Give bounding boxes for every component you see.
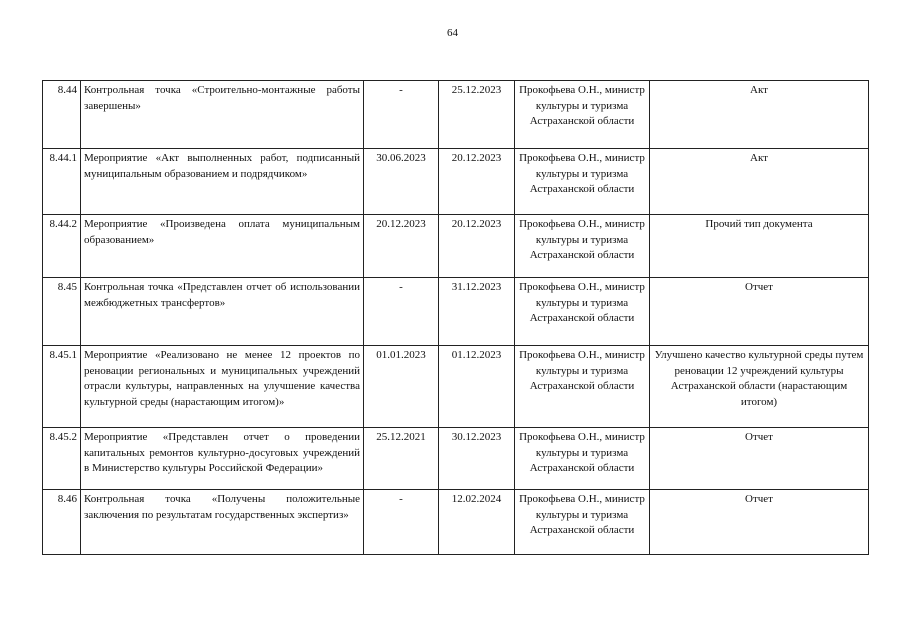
row-document: Акт: [650, 149, 869, 215]
row-name: Мероприятие «Реализовано не менее 12 проектов по реновации региональных и муниципальных учреждений отрасли культуры, направленных на улучшение качества культурной среды (нарастающим итогом)»: [81, 346, 364, 428]
row-start-date: -: [364, 278, 439, 346]
row-responsible: Прокофьева О.Н., министр культуры и туризма Астраханской области: [515, 149, 650, 215]
row-document: Отчет: [650, 278, 869, 346]
row-start-date: 30.06.2023: [364, 149, 439, 215]
table-row: [43, 149, 869, 215]
row-end-date: 01.12.2023: [439, 346, 515, 428]
table-row: [43, 215, 869, 278]
table-row: [43, 278, 869, 346]
row-document: Прочий тип документа: [650, 215, 869, 278]
table-row: [43, 428, 869, 490]
row-number: 8.45.2: [43, 428, 81, 490]
row-number: 8.44.2: [43, 215, 81, 278]
plan-table: [42, 80, 869, 555]
row-start-date: -: [364, 81, 439, 149]
row-end-date: 25.12.2023: [439, 81, 515, 149]
row-responsible: Прокофьева О.Н., министр культуры и туризма Астраханской области: [515, 215, 650, 278]
row-document: Улучшено качество культурной среды путем реновации 12 учреждений культуры Астраханской области (нарастающим итогом): [650, 346, 869, 428]
row-name: Мероприятие «Акт выполненных работ, подписанный муниципальным образованием и подрядчиком»: [81, 149, 364, 215]
row-number: 8.44.1: [43, 149, 81, 215]
row-responsible: Прокофьева О.Н., министр культуры и туризма Астраханской области: [515, 81, 650, 149]
row-document: Акт: [650, 81, 869, 149]
row-responsible: Прокофьева О.Н., министр культуры и туризма Астраханской области: [515, 490, 650, 555]
row-name: Контрольная точка «Представлен отчет об использовании межбюджетных трансфертов»: [81, 278, 364, 346]
row-start-date: -: [364, 490, 439, 555]
row-start-date: 01.01.2023: [364, 346, 439, 428]
row-document: Отчет: [650, 428, 869, 490]
row-name: Контрольная точка «Получены положительные заключения по результатам государственных экспертиз»: [81, 490, 364, 555]
row-responsible: Прокофьева О.Н., министр культуры и туризма Астраханской области: [515, 346, 650, 428]
row-responsible: Прокофьева О.Н., министр культуры и туризма Астраханской области: [515, 278, 650, 346]
row-name: Мероприятие «Представлен отчет о проведении капитальных ремонтов культурно-досуговых учреждений в Министерство культуры Российской Федерации»: [81, 428, 364, 490]
row-end-date: 20.12.2023: [439, 149, 515, 215]
row-responsible: Прокофьева О.Н., министр культуры и туризма Астраханской области: [515, 428, 650, 490]
table-row: [43, 346, 869, 428]
row-end-date: 31.12.2023: [439, 278, 515, 346]
page-number: 64: [447, 27, 458, 39]
row-name: Контрольная точка «Строительно-монтажные работы завершены»: [81, 81, 364, 149]
row-start-date: 20.12.2023: [364, 215, 439, 278]
row-end-date: 12.02.2024: [439, 490, 515, 555]
table-row: [43, 81, 869, 149]
row-end-date: 30.12.2023: [439, 428, 515, 490]
row-number: 8.45: [43, 278, 81, 346]
table-row: [43, 490, 869, 555]
row-name: Мероприятие «Произведена оплата муниципальным образованием»: [81, 215, 364, 278]
row-number: 8.46: [43, 490, 81, 555]
row-end-date: 20.12.2023: [439, 215, 515, 278]
row-number: 8.44: [43, 81, 81, 149]
row-number: 8.45.1: [43, 346, 81, 428]
row-start-date: 25.12.2021: [364, 428, 439, 490]
row-document: Отчет: [650, 490, 869, 555]
